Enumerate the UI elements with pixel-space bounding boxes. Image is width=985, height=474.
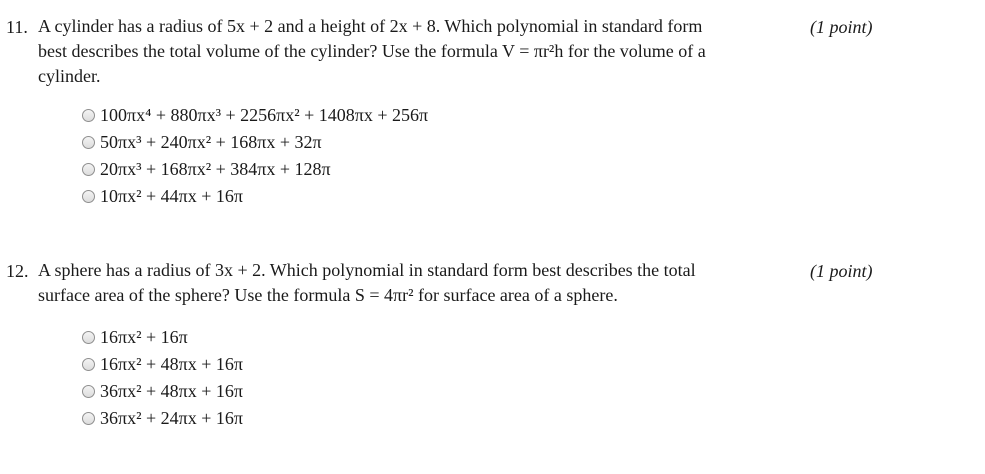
- question-text-line: surface area of the sphere? Use the formula S = 4πr² for surface area of a sphere.: [38, 285, 618, 305]
- question-number: 11.: [6, 17, 28, 37]
- radio-button[interactable]: [82, 385, 95, 398]
- points-label: (1 point): [810, 261, 873, 281]
- radio-button[interactable]: [82, 331, 95, 344]
- option-label: 16πx² + 16π: [100, 327, 188, 347]
- answer-option[interactable]: [82, 351, 243, 378]
- option-label: 50πx³ + 240πx² + 168πx + 32π: [100, 132, 322, 152]
- answer-option[interactable]: [82, 324, 243, 351]
- question-text-line: A sphere has a radius of 3x + 2. Which polynomial in standard form best describes the total: [38, 260, 696, 280]
- answer-option[interactable]: [82, 405, 243, 432]
- option-label: 36πx² + 24πx + 16π: [100, 408, 243, 428]
- option-label: 10πx² + 44πx + 16π: [100, 186, 243, 206]
- radio-button[interactable]: [82, 412, 95, 425]
- radio-button[interactable]: [82, 358, 95, 371]
- question-text-line: cylinder.: [38, 66, 101, 86]
- answer-option[interactable]: [82, 129, 428, 156]
- question-text-line: A cylinder has a radius of 5x + 2 and a height of 2x + 8. Which polynomial in standard form: [38, 16, 703, 36]
- answer-option[interactable]: [82, 102, 428, 129]
- radio-button[interactable]: [82, 190, 95, 203]
- question-text: [38, 14, 808, 89]
- option-label: 100πx⁴ + 880πx³ + 2256πx² + 1408πx + 256π: [100, 105, 429, 125]
- option-label: 36πx² + 48πx + 16π: [100, 381, 243, 401]
- radio-button[interactable]: [82, 136, 95, 149]
- option-label: 20πx³ + 168πx² + 384πx + 128π: [100, 159, 331, 179]
- radio-button[interactable]: [82, 109, 95, 122]
- radio-button[interactable]: [82, 163, 95, 176]
- answer-option[interactable]: [82, 183, 428, 210]
- option-label: 16πx² + 48πx + 16π: [100, 354, 243, 374]
- answer-options-11: [82, 102, 428, 210]
- answer-option[interactable]: [82, 378, 243, 405]
- answer-option[interactable]: [82, 156, 428, 183]
- answer-options-12: [82, 324, 243, 432]
- points-label: (1 point): [810, 17, 873, 37]
- question-text: [38, 258, 808, 308]
- question-number: 12.: [6, 261, 29, 281]
- question-text-line: best describes the total volume of the cylinder? Use the formula V = πr²h for the volume of a: [38, 41, 706, 61]
